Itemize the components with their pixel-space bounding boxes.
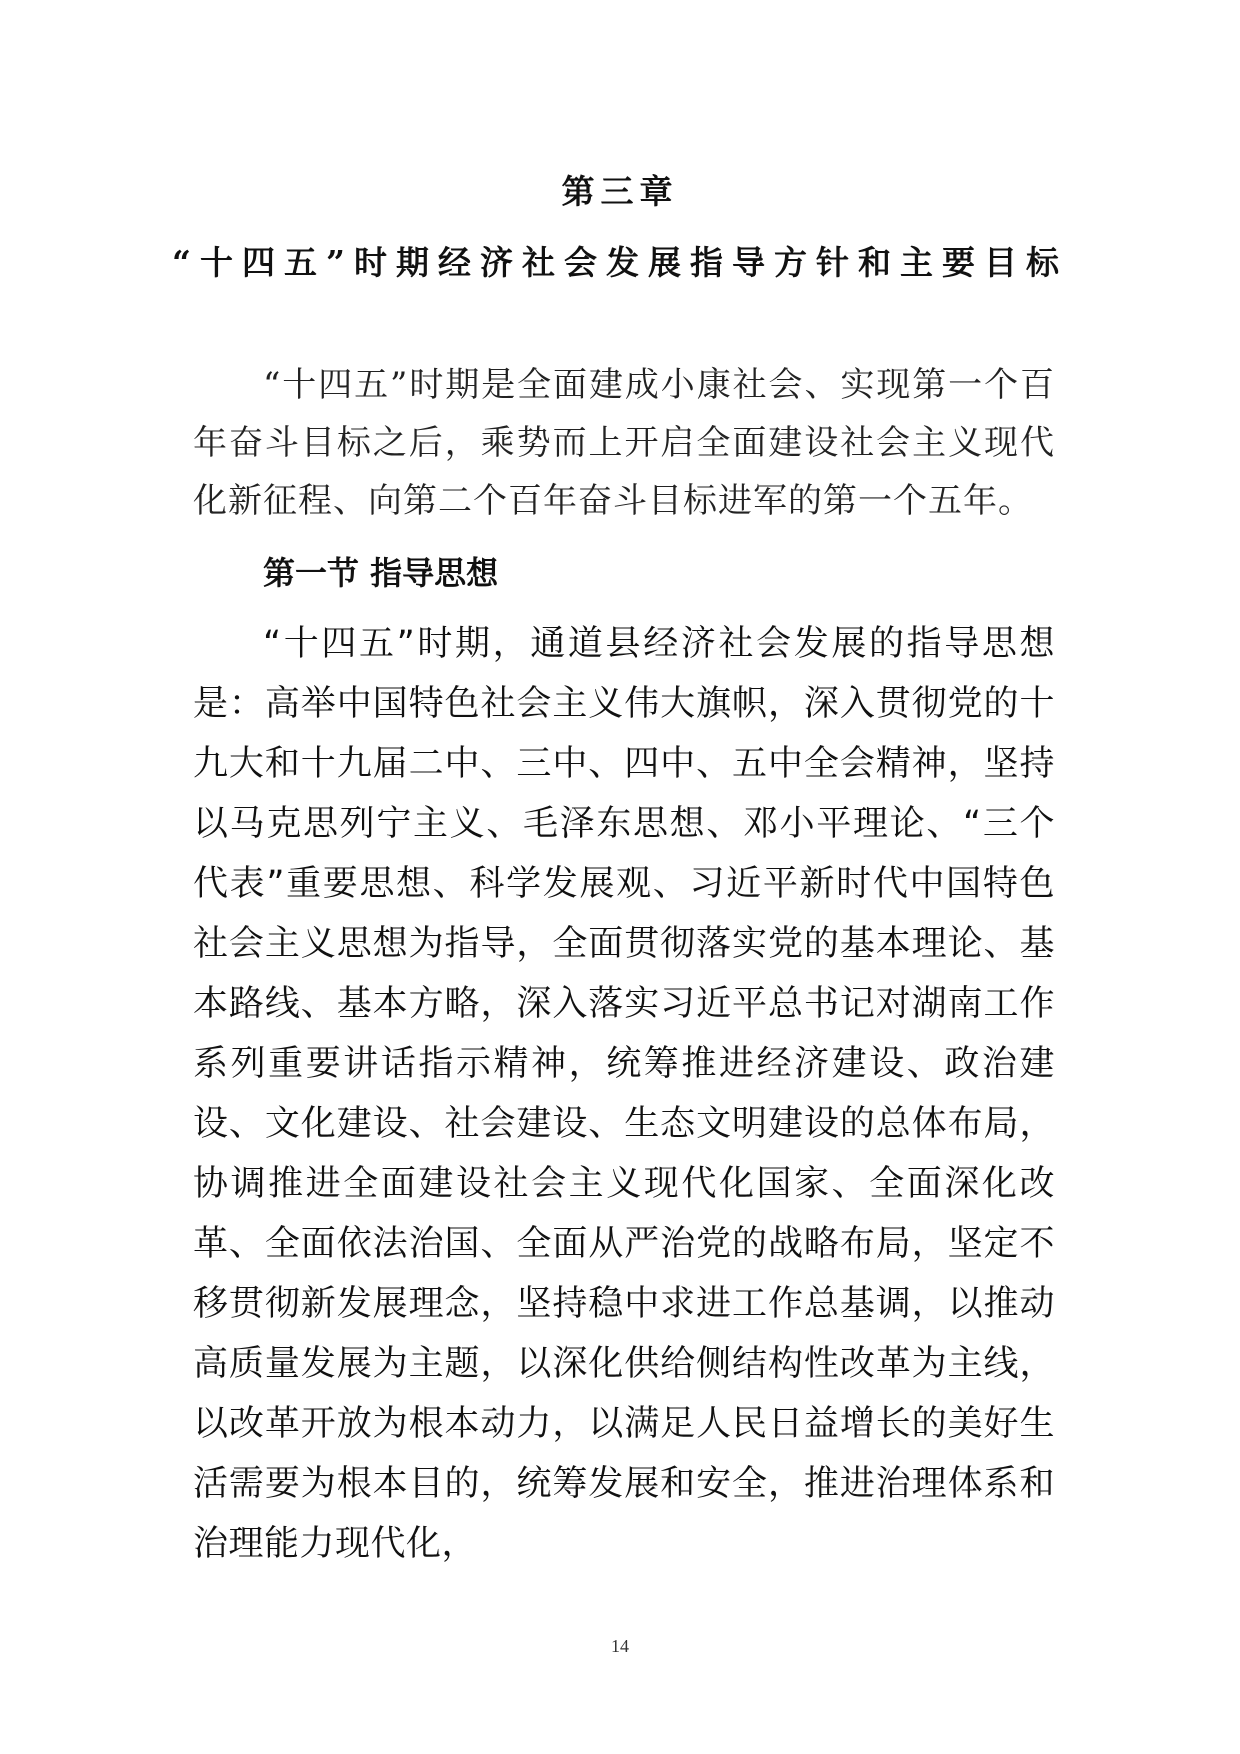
intro-paragraph: “十四五”时期是全面建成小康社会、实现第一个百年奋斗目标之后，乘势而上开启全面建设社会主义现代化新征程、向第二个百年奋斗目标进军的第一个五年。 xyxy=(193,365,1055,521)
chapter-number: 第三章 xyxy=(561,172,679,211)
page-number: 14 xyxy=(611,1636,629,1656)
section-heading: 第一节 指导思想 xyxy=(263,554,499,592)
chapter-title: “十四五”时期经济社会发展指导方针和主要目标 xyxy=(172,243,1068,282)
guiding-ideology-paragraph: “十四五”时期，通道县经济社会发展的指导思想是：高举中国特色社会主义伟大旗帜，深入贯彻党的十九大和十九届二中、三中、四中、五中全会精神，坚持以马克思列宁主义、毛泽东思想、邓小平理论、“三个代表”重要思想、科学发展观、习近平新时代中国特色社会主义思想为指导，全面贯彻落实党的基本理论、基本路线、基本方略，深入落实习近平总书记对湖南工作系列重要讲话指示精神，统筹推进经济建设、政治建设、文化建设、社会建设、生态文明建设的总体布局，协调推进全面建设社会主义现代化国家、全面深化改革、全面依法治国、全面从严治党的战略布局，坚定不移贯彻新发展理念，坚持稳中求进工作总基调，以推动高质量发展为主题，以深化供给侧结构性改革为主线，以改革开放为根本动力，以满足人民日益增长的美好生活需要为根本目的，统筹发展和安全，推进治理体系和治理能力现代化， xyxy=(193,624,1055,1564)
